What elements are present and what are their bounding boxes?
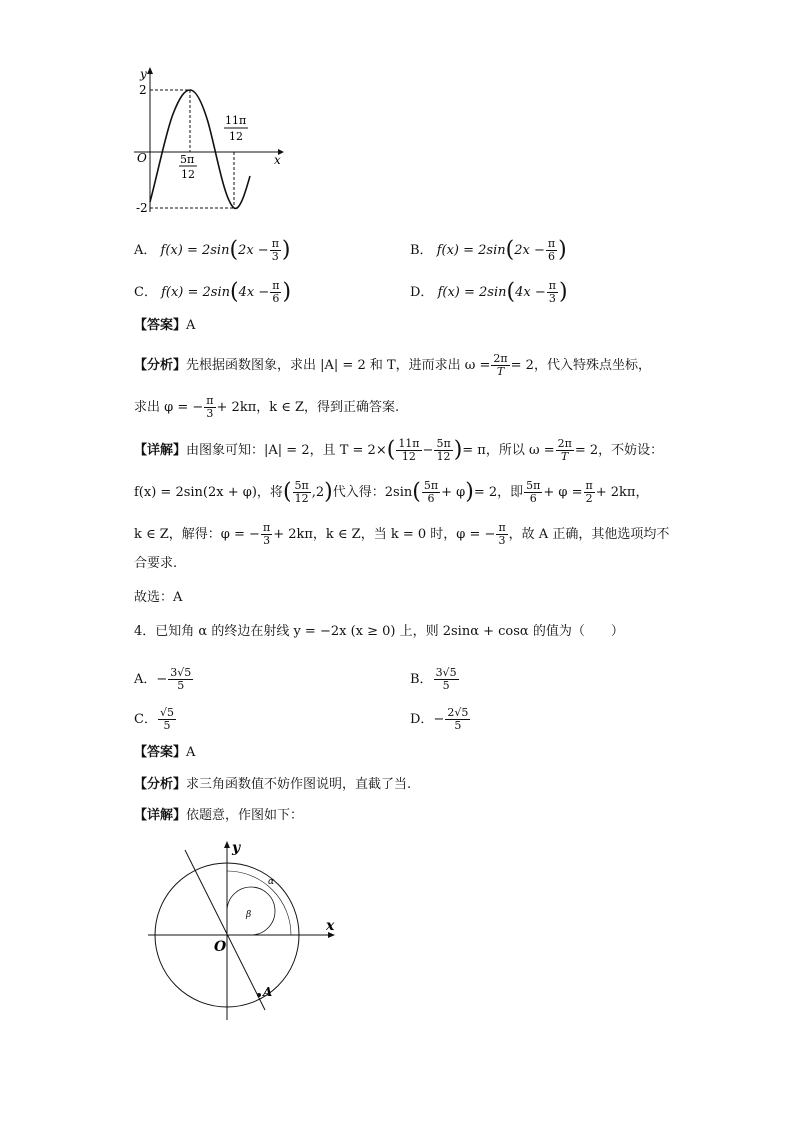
alpha-label: α bbox=[268, 877, 275, 887]
q4-stem: 4．已知角 α 的终边在射线 y = −2x (x ≥ 0) 上，则 2sinα + cosα 的值为（ ） bbox=[134, 624, 624, 639]
q3-answer: 【答案】A bbox=[134, 318, 196, 333]
y-axis-label: y bbox=[232, 840, 241, 856]
sine-graph-figure bbox=[128, 62, 288, 222]
q3-choose: 故选：A bbox=[134, 590, 183, 605]
q3-detail-line1: 【详解】由图象可知：|A| = 2，且 T = 2×( $\frac{11\pi}{12}$ − $\frac{5\pi}{12}$ )= π，所以 ω = $\frac{2\pi}{T}$ = 2，不妨设： bbox=[134, 437, 664, 463]
y-axis-arrow bbox=[147, 67, 153, 74]
tick-5pi-num: 5π bbox=[180, 153, 195, 166]
q3-option-c[interactable]: C． f(x) = 2sin(4x − $\frac{\pi}{6}$ ) bbox=[134, 279, 292, 305]
point-a bbox=[257, 993, 261, 997]
q3-analysis-line2: 求出 φ = − $\frac{\pi}{3}$ + 2kπ，k ∈ Z，得到正确答案. bbox=[134, 394, 400, 420]
y-axis-arrow bbox=[224, 841, 230, 848]
q3-analysis-line1: 【分析】先根据函数图象，求出 |A| = 2 和 T，进而求出 ω = $\frac{2\pi}{T}$ = 2，代入特殊点坐标， bbox=[134, 352, 651, 378]
origin-label: O bbox=[137, 151, 147, 165]
q3-option-a[interactable]: A． f(x) = 2sin(2x − $\frac{\pi}{3}$ ) bbox=[134, 237, 291, 263]
q3-detail-line4: 合要求. bbox=[134, 556, 178, 571]
q4-answer: 【答案】A bbox=[134, 745, 196, 760]
tick-11pi-den: 12 bbox=[229, 130, 243, 143]
q4-analysis: 【分析】求三角函数值不妨作图说明，直截了当. bbox=[134, 777, 412, 792]
q3-option-d[interactable]: D． f(x) = 2sin(4x − $\frac{\pi}{3}$ ) bbox=[410, 279, 568, 305]
y-min-label: -2 bbox=[136, 201, 148, 215]
tick-5pi-den: 12 bbox=[181, 168, 195, 181]
alpha-arc bbox=[227, 871, 291, 935]
sine-curve bbox=[150, 90, 250, 208]
point-a-label: A bbox=[263, 985, 273, 999]
tick-11pi-num: 11π bbox=[225, 114, 247, 127]
x-axis-label: x bbox=[274, 153, 281, 167]
y-axis-label: y bbox=[140, 67, 147, 81]
q4-option-a[interactable]: A．− $\frac{3√5}{5}$ bbox=[134, 666, 192, 692]
q4-option-d[interactable]: D．− $\frac{2√5}{5}$ bbox=[410, 706, 469, 732]
q3-option-b[interactable]: B． f(x) = 2sin(2x − $\frac{\pi}{6}$ ) bbox=[410, 237, 567, 263]
beta-label: β bbox=[246, 910, 252, 920]
unit-circle-figure bbox=[140, 838, 350, 1028]
q3-detail-line3: k ∈ Z，解得：φ = − $\frac{\pi}{3}$ + 2kπ，k ∈ Z，当 k = 0 时，φ = − $\frac{\pi}{3}$ ，故 A 正确，其他选项均不 bbox=[134, 521, 670, 547]
q3-detail-line2: f(x) = 2sin(2x + φ)，将( $\frac{5\pi}{12}$ ,2)代入得：2sin( $\frac{5\pi}{6}$ + φ)= 2，即 $\frac{5\pi}{6}$ + φ = $\frac{\pi}{2}$ + 2kπ， bbox=[134, 479, 649, 505]
terminal-line bbox=[185, 850, 265, 1010]
x-axis-label: x bbox=[326, 918, 335, 934]
q4-option-b[interactable]: B． $\frac{3√5}{5}$ bbox=[410, 666, 457, 692]
y-max-label: 2 bbox=[139, 83, 147, 97]
q4-detail: 【详解】依题意，作图如下： bbox=[134, 808, 304, 823]
q4-option-c[interactable]: C． $\frac{√5}{5}$ bbox=[134, 706, 174, 732]
origin-label: O bbox=[214, 939, 227, 955]
